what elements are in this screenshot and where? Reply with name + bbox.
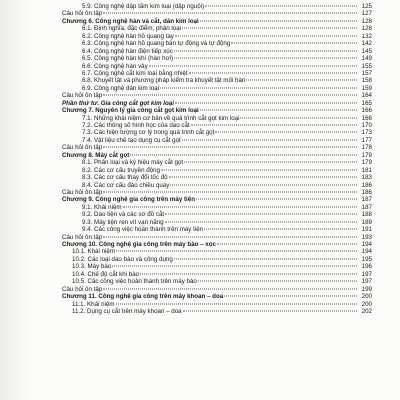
toc-entry-page-number: 157 [361, 69, 372, 77]
toc-entry-title: Phần thứ tư. Gia công cắt gọt kim loại [62, 99, 174, 107]
toc-entry-title: Chương 6. Công nghệ hàn và cắt, dán kim loại [62, 17, 199, 25]
dot-leader [224, 296, 357, 297]
toc-entry-page-number: 127 [361, 10, 372, 18]
toc-entry-page-number: 197 [361, 278, 372, 286]
dot-leader [182, 139, 357, 140]
toc-entry-title: Chương 8. Máy cắt gọt [62, 151, 130, 159]
toc-entry-page-number: 181 [361, 166, 372, 174]
dot-leader [165, 221, 357, 222]
dot-leader [170, 184, 357, 185]
toc-entry-page-number: 200 [361, 293, 372, 301]
toc-entry-page-number: 173 [361, 129, 372, 137]
dot-leader [103, 288, 357, 289]
toc-entry [62, 167, 372, 174]
toc-entry [62, 271, 372, 278]
toc-entry-page-number: 125 [361, 3, 372, 10]
dot-leader [175, 102, 357, 103]
dot-leader [160, 87, 357, 88]
toc-entry-title: 6.2. Công nghệ hàn hồ quang tay [82, 32, 174, 40]
toc-entry-title: Chương 7. Nguyên lý gia công cắt gọt kim loại [62, 107, 199, 115]
toc-entry-page-number: 193 [361, 233, 372, 241]
toc-entry-title: 6.6. Công nghệ hàn vảy [82, 62, 148, 70]
toc-entry-title: 9.2. Dao tiện và các sơ đồ cắt [82, 211, 165, 219]
toc-entry-page-number: 166 [361, 107, 372, 115]
toc-entry-page-number: 194 [361, 248, 372, 256]
dot-leader [103, 13, 357, 14]
toc-entry [62, 3, 372, 10]
dot-leader [123, 206, 357, 207]
toc-entry-title: 11.1. Khái niệm [72, 300, 115, 308]
toc-entry-title: 10.5. Các công việc hoàn thành trên máy bào [72, 278, 197, 286]
toc-entry-page-number: 179 [361, 151, 372, 159]
toc-entry-page-number: 195 [361, 255, 372, 263]
toc-entry-title: 6.4. Công nghệ hàn điện tiếp xúc [82, 47, 173, 55]
dot-leader [204, 229, 357, 230]
dot-leader [116, 251, 357, 252]
toc-entry-title: 8.4. Các cơ cấu đảo chiều quay [82, 181, 170, 189]
toc-entry-title: Câu hỏi ôn tập [62, 188, 103, 196]
toc-entry-page-number: 149 [361, 55, 372, 63]
dot-leader [175, 35, 357, 36]
toc-entry-page-number: 183 [361, 174, 372, 182]
toc-entry-page-number: 202 [361, 307, 372, 315]
toc-entry [62, 301, 372, 308]
dot-leader [246, 80, 357, 81]
toc-entry-page-number: 187 [361, 203, 372, 211]
dot-leader [103, 95, 357, 96]
toc-entry [62, 77, 372, 84]
dot-leader [198, 281, 357, 282]
toc-entry [62, 182, 372, 189]
toc-entry [62, 85, 372, 92]
dot-leader [231, 43, 357, 44]
toc-entry-title: Câu hỏi ôn tập [62, 285, 103, 293]
dot-leader [161, 169, 357, 170]
dot-leader [149, 65, 357, 66]
toc-entry-page-number: 159 [361, 84, 372, 92]
dot-leader [103, 147, 357, 148]
toc-entry [62, 100, 372, 107]
toc-entry-title: Chương 9. Công nghệ gia công trên máy tiện [62, 196, 195, 204]
toc-entry [62, 25, 372, 32]
dot-leader [174, 58, 357, 59]
toc-entry-page-number: 186 [361, 188, 372, 196]
toc-entry-title: Câu hỏi ôn tập [62, 144, 103, 152]
toc-entry [62, 204, 372, 211]
toc-entry-title: 10.1. Khái niệm [72, 248, 115, 256]
toc-entry-page-number: 178 [361, 144, 372, 152]
toc-entry-page-number: 179 [361, 159, 372, 167]
toc-entry-title: 5.9. Công nghệ dập tấm kim loại (dập nguội) [82, 3, 205, 10]
toc-entry-page-number: 186 [361, 181, 372, 189]
toc-entry [62, 263, 372, 270]
dot-leader [174, 50, 357, 51]
dot-leader [140, 273, 357, 274]
dot-leader [217, 244, 357, 245]
toc-entry [62, 248, 372, 255]
toc-entry-title: 8.1. Phân loại và ký hiệu máy cắt gọt [82, 159, 184, 167]
toc-entry [62, 129, 372, 136]
dot-leader [200, 110, 357, 111]
toc-entry-page-number: 170 [361, 122, 372, 129]
toc-entry-title: 8.2. Các cơ cấu truyền động [82, 166, 161, 174]
toc-entry [62, 92, 372, 99]
toc-entry-page-number: 196 [361, 263, 372, 271]
toc-entry-title: 6.5. Công nghệ hàn khí (hàn hơi) [82, 55, 174, 63]
toc-entry [62, 10, 372, 17]
dot-leader [184, 162, 357, 163]
toc-entry [62, 226, 372, 233]
toc-entry-page-number: 155 [361, 62, 372, 70]
toc-entry-page-number: 164 [361, 92, 372, 100]
toc-entry-title: Câu hỏi ôn tập [62, 10, 103, 18]
toc-entry [62, 55, 372, 62]
toc-entry [62, 241, 372, 248]
table-of-contents [62, 3, 372, 315]
toc-entry-title: 9.3. Máy tiện ren vít vạn năng [82, 218, 164, 226]
toc-entry-title: 9.1. Khái niệm [82, 203, 122, 211]
toc-entry [62, 219, 372, 226]
toc-entry [62, 33, 372, 40]
dot-leader [130, 154, 357, 155]
toc-entry [62, 18, 372, 25]
dot-leader [205, 6, 357, 7]
toc-entry-title: 7.3. Các hiện tượng cơ lý trong quá trình cắt gọt [82, 129, 215, 137]
dot-leader [191, 125, 357, 126]
toc-entry-title: 10.4. Chế độ cắt khi bào [72, 270, 140, 278]
dot-leader [116, 303, 357, 304]
toc-entry-title: Câu hỏi ôn tập [62, 92, 103, 100]
toc-entry [62, 107, 372, 114]
dot-leader [189, 72, 357, 73]
toc-entry-title: 7.1. Những khái niệm cơ bản về quá trình cắt gọt kim loại [82, 114, 240, 122]
toc-entry-page-number: 189 [361, 218, 372, 226]
toc-entry [62, 174, 372, 181]
toc-entry-page-number: 128 [361, 25, 372, 33]
toc-entry [62, 40, 372, 47]
dot-leader [196, 199, 357, 200]
dot-leader [200, 20, 357, 21]
toc-entry-page-number: 191 [361, 226, 372, 234]
toc-entry-title: 11.2. Dụng cụ cắt trên máy khoan – doa [72, 307, 182, 315]
toc-entry [62, 115, 372, 122]
toc-entry [62, 308, 372, 315]
dot-leader [174, 258, 357, 259]
toc-entry-title: 10.3. Máy bào [72, 263, 112, 271]
toc-entry-title: 6.8. Khuyết tật và phương pháp kiểm tra khuyết tật mối hàn [82, 77, 246, 85]
toc-entry [62, 278, 372, 285]
dot-leader [240, 117, 357, 118]
toc-entry-page-number: 165 [361, 99, 372, 107]
toc-entry [62, 234, 372, 241]
toc-entry [62, 256, 372, 263]
toc-entry-page-number: 194 [361, 241, 372, 248]
toc-entry-title: 8.3. Các cơ cấu thay đổi tốc độ [82, 174, 168, 182]
toc-entry [62, 137, 372, 144]
toc-entry [62, 70, 372, 77]
dot-leader [165, 214, 357, 215]
toc-entry [62, 48, 372, 55]
toc-entry [62, 159, 372, 166]
toc-entry [62, 63, 372, 70]
toc-entry-page-number: 187 [361, 196, 372, 204]
toc-entry-title: 9.4. Các công việc hoàn thành trên máy tiện [82, 226, 204, 234]
toc-entry [62, 286, 372, 293]
toc-entry-page-number: 158 [361, 77, 372, 85]
toc-entry [62, 211, 372, 218]
toc-entry [62, 196, 372, 203]
toc-entry-page-number: 199 [361, 285, 372, 293]
toc-entry-title: 7.4. Vật liệu chế tạo dụng cụ cắt gọt [82, 136, 181, 144]
dot-leader [182, 28, 357, 29]
toc-entry-page-number: 142 [361, 40, 372, 48]
toc-entry [62, 144, 372, 151]
toc-entry [62, 152, 372, 159]
toc-entry-page-number: 145 [361, 47, 372, 55]
toc-entry-page-number: 188 [361, 211, 372, 219]
toc-entry-title: Chương 11. Công nghệ gia công trên máy khoan – doa [62, 293, 224, 301]
toc-entry-page-number: 132 [361, 32, 372, 40]
toc-entry-title: 6.3. Công nghệ hàn hồ quang bán tự động và tự động [82, 40, 231, 48]
toc-entry-page-number: 128 [361, 17, 372, 25]
toc-entry [62, 189, 372, 196]
toc-entry-title: 6.9. Công nghệ dán kim loại [82, 84, 160, 92]
toc-entry-title: Câu hỏi ôn tập [62, 233, 103, 241]
toc-entry-title: Chương 10. Công nghệ gia công trên máy bào – xọc [62, 241, 216, 248]
toc-entry-title: 7.2. Các thông số hình học của dao cắt [82, 122, 190, 129]
dot-leader [169, 177, 357, 178]
toc-entry [62, 293, 372, 300]
page-gutter-shadow [0, 0, 30, 400]
dot-leader [215, 132, 357, 133]
toc-entry-title: 6.1. Định nghĩa, đặc điểm, phân loại [82, 25, 182, 33]
dot-leader [183, 310, 357, 311]
dot-leader [112, 266, 357, 267]
toc-entry-page-number: 177 [361, 136, 372, 144]
toc-entry-page-number: 200 [361, 300, 372, 308]
toc-entry-title: 10.2. Các loại dao bào và công dụng [72, 255, 173, 263]
toc-entry-title: 6.7. Công nghệ cắt kim loại bằng nhiệt [82, 69, 188, 77]
dot-leader [103, 236, 357, 237]
toc-entry-page-number: 166 [361, 114, 372, 122]
toc-entry [62, 122, 372, 129]
dot-leader [103, 191, 357, 192]
toc-entry-page-number: 197 [361, 270, 372, 278]
